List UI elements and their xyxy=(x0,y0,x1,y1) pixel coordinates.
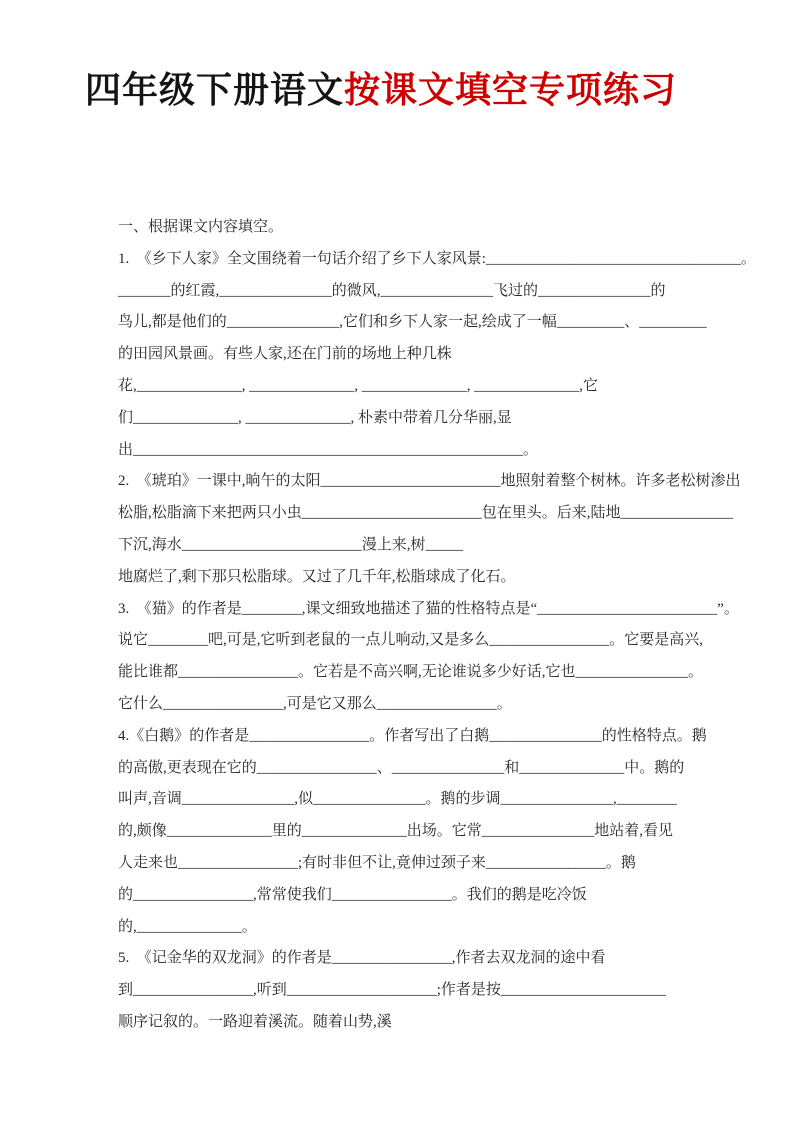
text-line: 的________________,常常使我们________________。我们的鹅是吃冷饭 xyxy=(118,886,587,903)
text-line: 的高傲,更表现在它的________________、_______________和______________中。鹅的 xyxy=(118,759,685,776)
section-heading: 一、根据课文内容填空。 xyxy=(118,219,284,235)
text-line: 的,______________。 xyxy=(118,918,257,935)
text-line: 的,颇像______________里的______________出场。它常_______________地站着,看见 xyxy=(118,823,674,840)
page-title-black-part: 四年级下册语文 xyxy=(85,69,345,110)
text-line: 能比谁都________________。它若是不高兴啊,无论谁说多少好话,它也_______________。 xyxy=(118,664,704,681)
text-line: 出____________________________________________________。 xyxy=(118,441,539,458)
text-line: 的田园风景画。有些人家,还在门前的场地上种几株 xyxy=(118,346,452,363)
question-2-first-line: 2. 《琥珀》一课中,晌午的太阳________________________地照射着整个树林。许多老松树渗出 xyxy=(118,473,741,490)
text-line: 鸟儿,都是他们的_______________,它们和乡下人家一起,绘成了一幅_________、_________ xyxy=(118,314,707,331)
text-line: 顺序记叙的。一路迎着溪流。随着山势,溪 xyxy=(118,1013,392,1030)
text-line: 们______________, ______________, 朴素中带着几分华丽,显 xyxy=(118,409,512,426)
text-line: 地腐烂了,剩下那只松脂球。又过了几千年,松脂球成了化石。 xyxy=(118,568,516,585)
page-title xyxy=(85,64,677,116)
text-line: 叫声,音调_______________,似_______________。鹅的步调_______________,________ xyxy=(118,791,677,808)
text-line: _______的红霞,_______________的微风,_______________飞过的_______________的 xyxy=(118,282,666,299)
question-4-first-line: 4.《白鹅》的作者是________________。作者写出了白鹅_______________的性格特点。鹅 xyxy=(118,727,707,744)
text-line: 说它________吧,可是,它听到老鼠的一点儿响动,又是多么________________。它要是高兴, xyxy=(118,632,704,649)
text-line: 下沉,海水________________________漫上来,树_____ xyxy=(118,536,464,553)
question-5-first-line: 5. 《记金华的双龙洞》的作者是________________,作者去双龙洞的途中看 xyxy=(118,950,606,967)
text-line: 人走来也________________;有时非但不让,竟伸过颈子来________________。鹅 xyxy=(118,854,636,871)
page-title-red-part: 按课文填空专项练习 xyxy=(344,69,678,110)
text-line: 它什么________________,可是它又那么________________。 xyxy=(118,695,512,712)
question-3-first-line: 3. 《猫》的作者是________,课文细致地描述了猫的性格特点是“________________________”。 xyxy=(118,600,739,617)
text-line: 到________________,听到____________________;作者是按______________________ xyxy=(118,982,666,999)
text-line: 松脂,松脂滴下来把两只小虫________________________包在里头。后来,陆地_______________ xyxy=(118,505,734,522)
question-1-first-line: 1. 《乡下人家》全文围绕着一句话介绍了乡下人家风景:__________________________________。 xyxy=(118,250,756,267)
worksheet-body xyxy=(118,212,756,1039)
text-line: 花,______________, ______________, ______________, ______________,它 xyxy=(118,377,599,394)
